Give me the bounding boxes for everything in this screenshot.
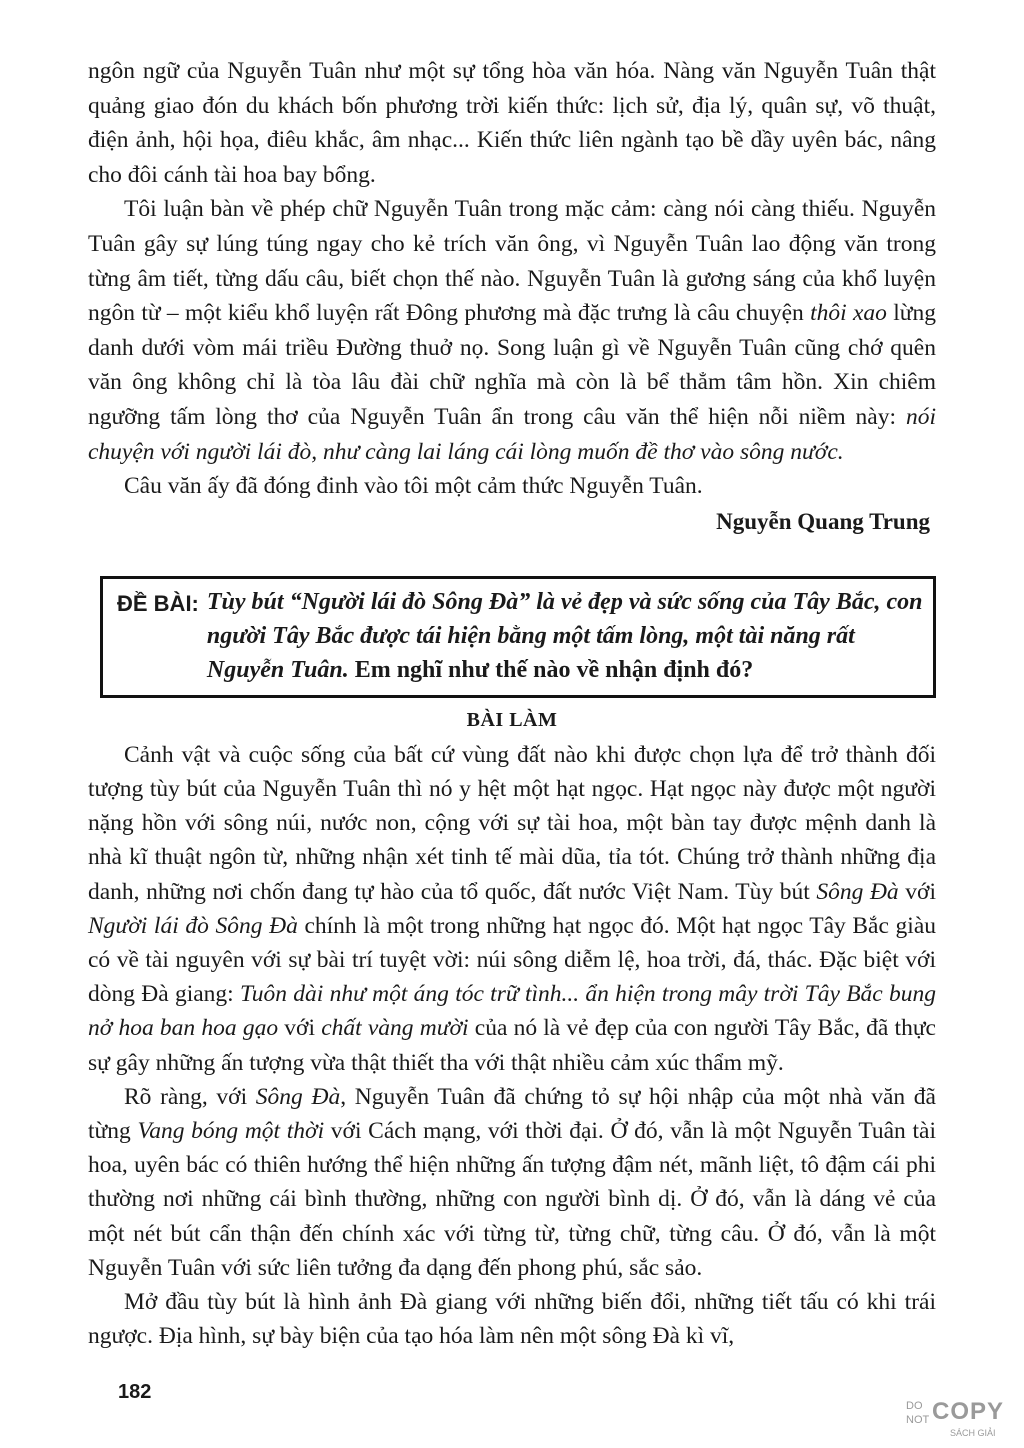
italic-phrase: thôi xao <box>810 300 887 327</box>
paragraph-text: với Cách mạng, với thời đại. Ở đó, vẫn là một Nguyễn Tuân tài hoa, uyên bác có thiên hướng thể hiện những ấn tượng đậm nét, mãnh liệt, tô đậm cái phi thường nơi những cái bình thường, những con người bình dị. Ở đó, vẫn là dáng vẻ của một nét bút cẩn thận đến chính xác với từng từ, từng chữ, từng câu. Ở đó, vẫn là một Nguyễn Tuân với sức liên tưởng đa dạng đến phong phú, sắc sảo. <box>88 1117 936 1281</box>
essay-paragraph-3: Mở đầu tùy bút là hình ảnh Đà giang với những biến đổi, những tiết tấu có khi trái ngược. Địa hình, sự bày biện của tạo hóa làm nên một sông Đà kì vĩ, <box>88 1288 936 1350</box>
watermark-not: NOT <box>906 1414 930 1426</box>
watermark-do: DO <box>906 1400 923 1412</box>
task-question: Em nghĩ như thế nào về nhận định đó? <box>348 656 754 683</box>
task-label: ĐỀ BÀI: <box>117 590 199 616</box>
page-number: 182 <box>118 1381 152 1403</box>
task-italic: Tùy bút “Người lái đò Sông Đà” là vẻ đẹp và sức sống của Tây Bắc, con người Tây Bắc được tái hiện bằng một tấm lòng, một tài năng rất Nguyễn Tuân. <box>206 588 923 683</box>
paragraph-text: lừng danh dưới vòm mái triều Đường thuở nọ. Song luận gì về Nguyễn Tuân cũng chớ quên văn ông không chỉ là tòa lâu đài chữ nghĩa mà còn là bể thẳm tâm hồn. Xin chiêm ngưỡng tấm lòng thơ của Nguyễn Tuân ẩn trong câu văn thể hiện nỗi niềm này: <box>88 300 936 430</box>
watermark-copy: COPY <box>932 1398 1005 1425</box>
italic-phrase: chất vàng mười <box>321 1015 469 1042</box>
paragraph-text: chính là một trong những hạt ngọc đó. Một hạt ngọc Tây Bắc giàu có về tài nguyên với sự bài trí tuyệt vời: núi sông diễm lệ, hoa trời, đá, thác. Đặc biệt với dòng Đà giang: <box>88 912 936 1008</box>
paragraph-cam-thuc: Câu văn ấy đã đóng đinh vào tôi một cảm thức Nguyễn Tuân. <box>124 473 703 500</box>
task-box <box>100 576 936 698</box>
paragraph-text: , Nguyễn Tuân đã chứng tỏ sự hội nhập của một nhà văn đã từng <box>88 1083 936 1144</box>
italic-quote: nói chuyện với người lái đò, như càng lai láng cái lòng muốn đề thơ vào sông nước. <box>88 403 936 465</box>
paragraph-text: Tôi luận bàn về phép chữ Nguyễn Tuân trong mặc cảm: càng nói càng thiếu. Nguyễn Tuân gây sự lúng túng ngay cho kẻ trích văn ông, vì Nguyễn Tuân lao động văn trong từng âm tiết, từng dấu câu, biết chọn thế nào. Nguyễn Tuân là gương sáng của khổ luyện ngôn từ – một kiểu khổ luyện rất Đông phương mà đặc trưng là câu chuyện <box>88 196 936 327</box>
watermark-site: SÁCH GIẢI <box>950 1428 996 1438</box>
watermark-logo <box>906 1398 1016 1442</box>
paragraph-text: với <box>898 878 936 905</box>
italic-phrase: Sông Đà <box>255 1083 341 1110</box>
italic-quote: Tuôn dài như một áng tóc trữ tình... ẩn hiện trong mây trời Tây Bắc bung nở hoa ban hoa gạo <box>88 981 937 1042</box>
italic-phrase: Sông Đà <box>816 878 899 905</box>
italic-phrase: Vang bóng một thời <box>137 1117 325 1144</box>
task-text <box>207 585 923 687</box>
paragraph-text: của nó là vẻ đẹp của con người Tây Bắc, đã thực sự gây những ấn tượng vừa thật thiết tha với thật nhiều cảm xúc thẩm mỹ. <box>88 1015 936 1076</box>
paragraph-text: Rõ ràng, với <box>124 1083 256 1110</box>
author-signature: Nguyễn Quang Trung <box>716 508 930 534</box>
essay-paragraph-2 <box>88 1080 936 1285</box>
paragraph-continuation: ngôn ngữ của Nguyễn Tuân như một sự tổng hòa văn hóa. Nàng văn Nguyễn Tuân thật quảng giao đón du khách bốn phương trời kiến thức: lịch sử, địa lý, quân sự, võ thuật, điện ảnh, hội họa, điêu khắc, âm nhạc... Kiến thức liên ngành tạo bề dầy uyên bác, nâng cho đôi cánh tài hoa bay bổng. <box>88 58 936 188</box>
paragraph-text: với <box>278 1015 322 1042</box>
paragraph-phep-chu <box>88 192 936 469</box>
essay-paragraph-1 <box>88 738 936 1080</box>
section-title: BÀI LÀM <box>466 708 558 731</box>
italic-phrase: Người lái đò Sông Đà <box>88 912 298 939</box>
paragraph-text: Cảnh vật và cuộc sống của bất cứ vùng đất nào khi được chọn lựa để trở thành đối tượng tùy bút của Nguyễn Tuân thì nó y hệt một hạt ngọc. Hạt ngọc này được một người nặng hồn với sông núi, nước non, cộng với sự tài hoa, một bàn tay được mệnh danh là nhà kĩ thuật ngôn từ, những nhận xét tinh tế mài dũa, tỉa tót. Chúng trở thành những địa danh, những nơi chốn đang tự hào của tổ quốc, đất nước Việt Nam. Tùy bút <box>88 741 936 905</box>
page-body <box>88 54 936 1353</box>
